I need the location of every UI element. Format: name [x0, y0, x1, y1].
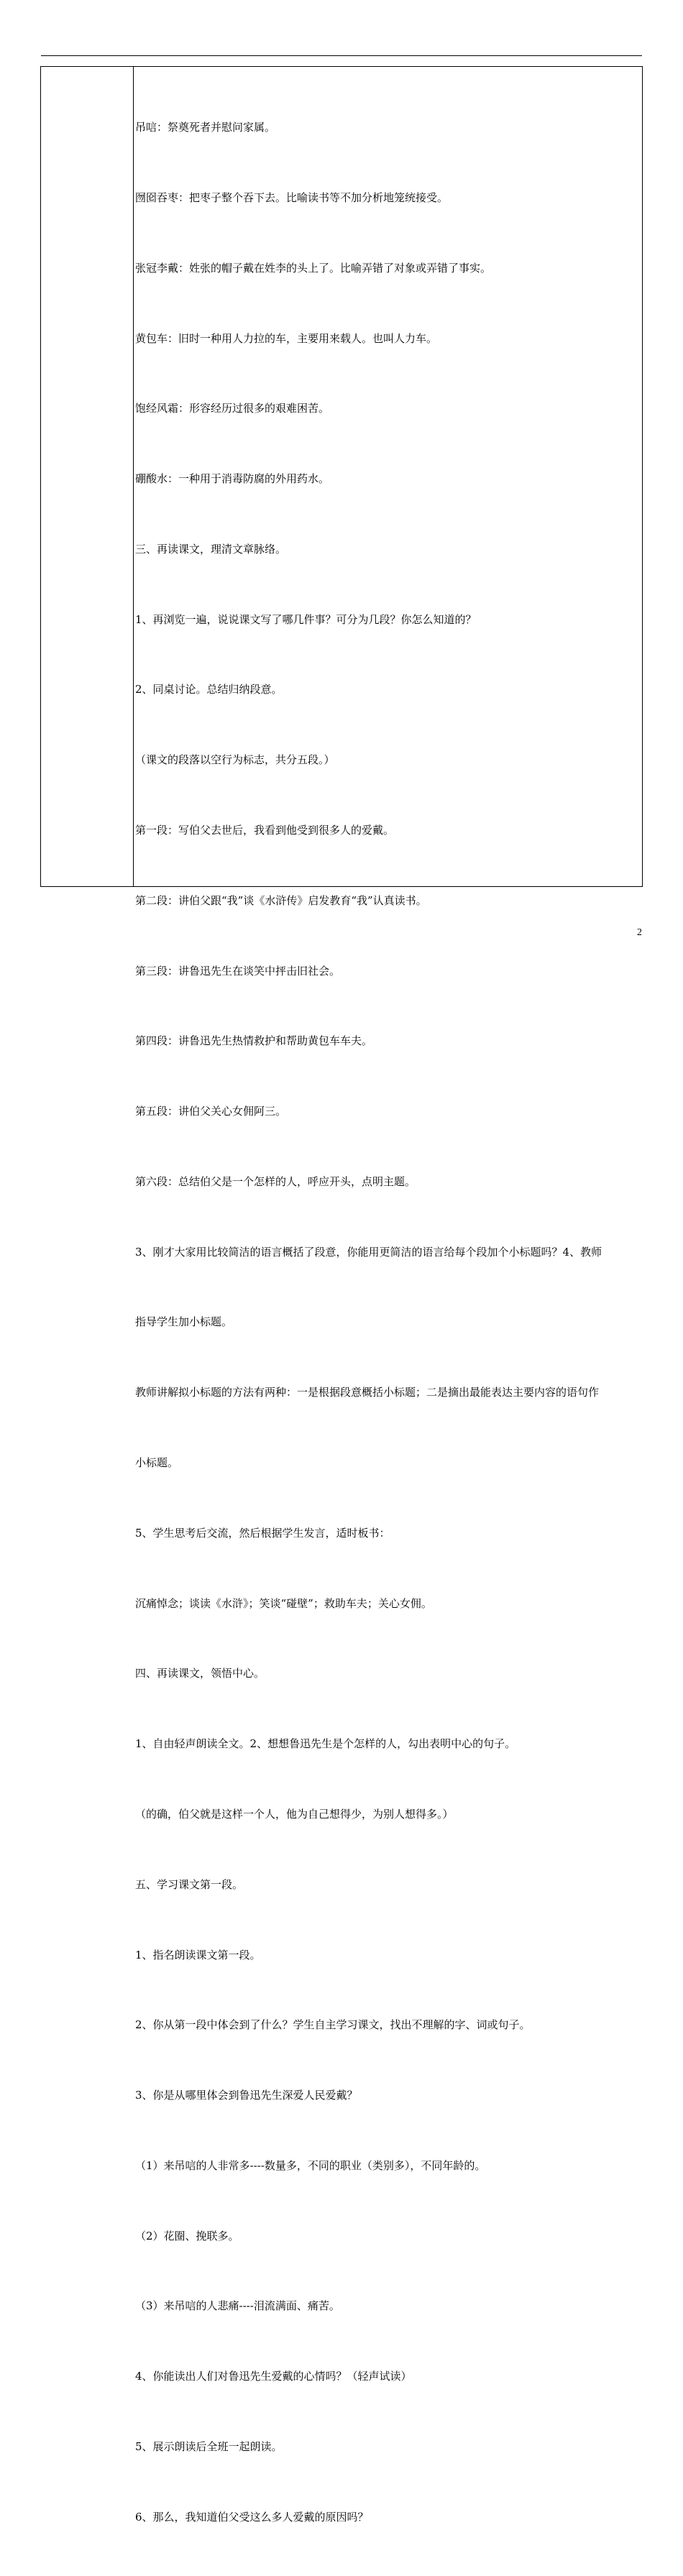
- text-line: 吊唁：祭奠死者并慰问家属。: [135, 121, 276, 134]
- text-line: 张冠李戴：姓张的帽子戴在姓李的头上了。比喻弄错了对象或弄错了事实。: [135, 261, 492, 275]
- text-line: 教师讲解拟小标题的方法有两种：一是根据段意概括小标题；二是摘出最能表达主要内容的语句作: [135, 1386, 600, 1399]
- column-divider: [133, 67, 134, 886]
- text-line: 第六段：总结伯父是一个怎样的人，呼应开头，点明主题。: [135, 1174, 416, 1188]
- text-line: 5、学生思考后交流，然后根据学生发言，适时板书：: [135, 1526, 390, 1540]
- text-line: 第三段：讲鲁迅先生在谈笑中抨击旧社会。: [135, 964, 341, 978]
- text-line: 第一段：写伯父去世后，我看到他受到很多人的爱戴。: [135, 824, 395, 837]
- text-line: （的确，伯父就是这样一个人，他为自己想得少，为别人想得多。）: [135, 1807, 454, 1821]
- text-line: 第五段：讲伯父关心女佣阿三。: [135, 1105, 287, 1118]
- text-line: 指导学生加小标题。: [135, 1315, 233, 1329]
- text-line: （1）来吊唁的人非常多----数量多，不同的职业（类别多），不同年龄的。: [135, 2158, 486, 2172]
- header-rule: [41, 55, 642, 56]
- page-number: 2: [637, 927, 642, 938]
- text-line: 黄包车：旧时一种用人力拉的车，主要用来载人。也叫人力车。: [135, 331, 438, 345]
- text-line: 3、你是从哪里体会到鲁迅先生深爱人民爱戴？: [135, 2089, 358, 2102]
- text-line: 第四段：讲鲁迅先生热情救护和帮助黄包车车夫。: [135, 1034, 373, 1048]
- text-line: 6、那么，我知道伯父受这么多人爱戴的原因吗？: [135, 2510, 369, 2524]
- section-heading: 三、再读课文，理清文章脉络。: [135, 542, 287, 556]
- text-line: 饱经风霜：形容经历过很多的艰难困苦。: [135, 402, 330, 415]
- text-line: 2、你从第一段中体会到了什么？学生自主学习课文，找出不理解的字、词或句子。: [135, 2018, 531, 2032]
- text-line: 1、再浏览一遍，说说课文写了哪几件事？可分为几段？你怎么知道的？: [135, 612, 477, 626]
- lesson-content: [135, 69, 641, 2576]
- text-line: 硼酸水：一种用于消毒防腐的外用药水。: [135, 472, 330, 486]
- lesson-table: [40, 66, 643, 2524]
- text-line: 2、同桌讨论。总结归纳段意。: [135, 683, 283, 696]
- section-heading: 四、再读课文，领悟中心。: [135, 1667, 265, 1680]
- text-line: （2）花圈、挽联多。: [135, 2229, 239, 2242]
- text-line: 小标题。: [135, 1456, 179, 1470]
- text-line: 5、展示朗读后全班一起朗读。: [135, 2439, 283, 2453]
- text-line: （3）来吊唁的人悲痛----泪流满面、痛苦。: [135, 2299, 340, 2313]
- text-line: 囫囵吞枣：把枣子整个吞下去。比喻读书等不加分析地笼统接受。: [135, 190, 449, 204]
- text-line: 沉痛悼念；谈读《水浒》；笑谈“碰壁”；救助车夫；关心女佣。: [135, 1596, 432, 1610]
- text-line: 3、刚才大家用比较简洁的语言概括了段意，你能用更简洁的语言给每个段加个小标题吗？4、教师: [135, 1245, 602, 1259]
- text-line: 1、指名朗读课文第一段。: [135, 1948, 261, 1961]
- text-line: 第二段：讲伯父跟“我”谈《水浒传》启发教育“我”认真读书。: [135, 893, 427, 907]
- text-line: 4、你能读出人们对鲁迅先生爱戴的心情吗？（轻声试读）: [135, 2370, 412, 2383]
- section-heading: 五、学习课文第一段。: [135, 1877, 244, 1891]
- text-line: （课文的段落以空行为标志，共分五段。）: [135, 753, 335, 767]
- text-line: 1、自由轻声朗读全文。2、想想鲁迅先生是个怎样的人，勾出表明中心的句子。: [135, 1737, 516, 1751]
